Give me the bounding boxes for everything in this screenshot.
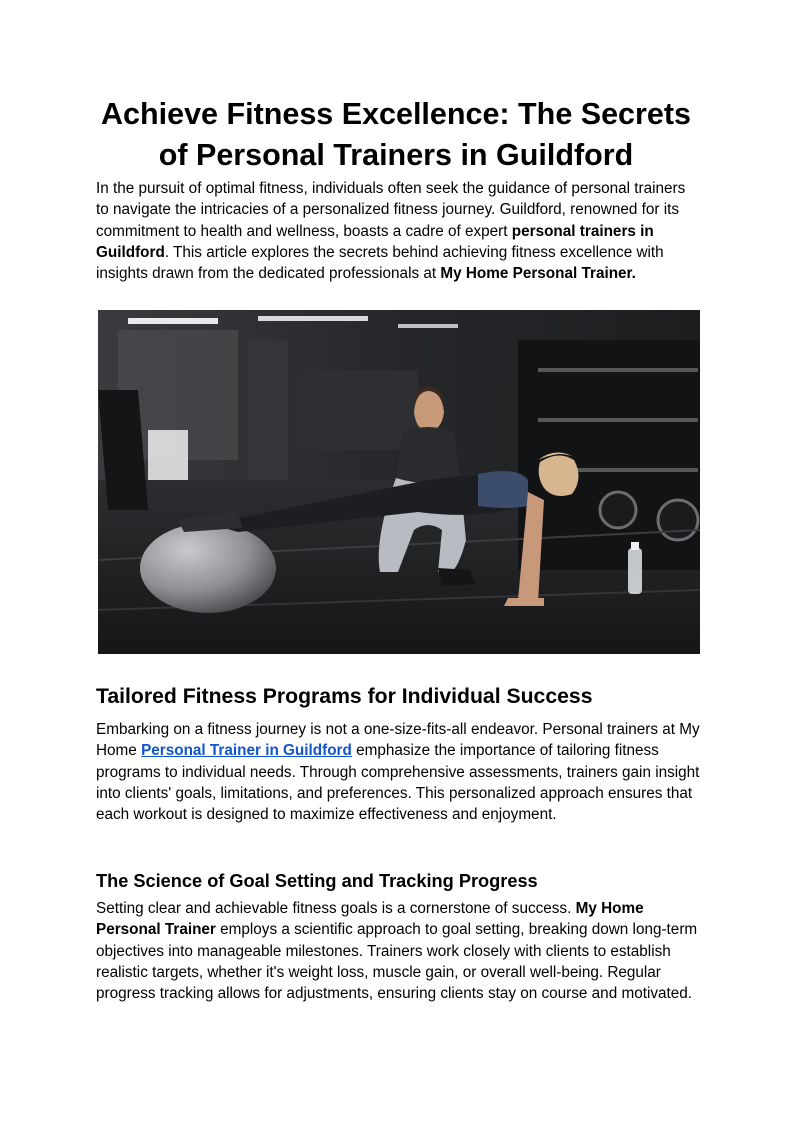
intro-text-continued: . This article explores the secrets behind achieving fitness excellence with insights drawn from the dedicated professionals at	[96, 243, 664, 283]
page-title: Achieve Fitness Excellence: The Secrets of Personal Trainers in Guildford	[101, 97, 691, 172]
section1-text-continued: emphasize the importance of tailoring fitness programs to individual needs. Through comprehensive assessments, trainers gain insight into clients' goals, limitations, and preferences. This personalized approach ensures that each workout is designed to maximize effectiveness and enjoyment.	[96, 742, 700, 824]
intro-bold-trainers: personal trainers in Guildford	[96, 222, 654, 261]
section-heading-goal-setting: The Science of Goal Setting and Tracking Progress	[96, 871, 538, 891]
section2-text-continued: employs a scientific approach to goal setting, breaking down long-term objectives into manageable milestones. Trainers work closely with clients to establish realistic targets, whether it's weight loss, muscle gain, or overall well-being. Regular progress tracking allows for adjustments, ensuring clients stay on course and motivated.	[96, 921, 698, 1003]
section-goal-setting-paragraph	[96, 898, 702, 1004]
personal-trainer-guildford-link[interactable]: Personal Trainer in Guildford	[141, 742, 352, 760]
section1-text: Embarking on a fitness journey is not a one-size-fits-all endeavor. Personal trainers at My Home	[96, 721, 700, 760]
intro-text: In the pursuit of optimal fitness, individuals often seek the guidance of personal trainers to navigate the intricacies of a personalized fitness journey. Guildford, renowned for its commitment to health and wellness, boasts a cadre of expert	[96, 180, 686, 240]
intro-paragraph	[96, 178, 696, 284]
intro-bold-brand: My Home Personal Trainer.	[440, 265, 636, 283]
section-tailored-programs-paragraph	[96, 719, 702, 825]
document-page	[96, 94, 696, 284]
section2-text: Setting clear and achievable fitness goals is a cornerstone of success.	[96, 900, 576, 917]
gym-training-photo	[98, 310, 700, 654]
section-heading-tailored-programs: Tailored Fitness Programs for Individual Success	[96, 685, 593, 708]
section2-bold-brand: My Home Personal Trainer	[96, 900, 644, 939]
